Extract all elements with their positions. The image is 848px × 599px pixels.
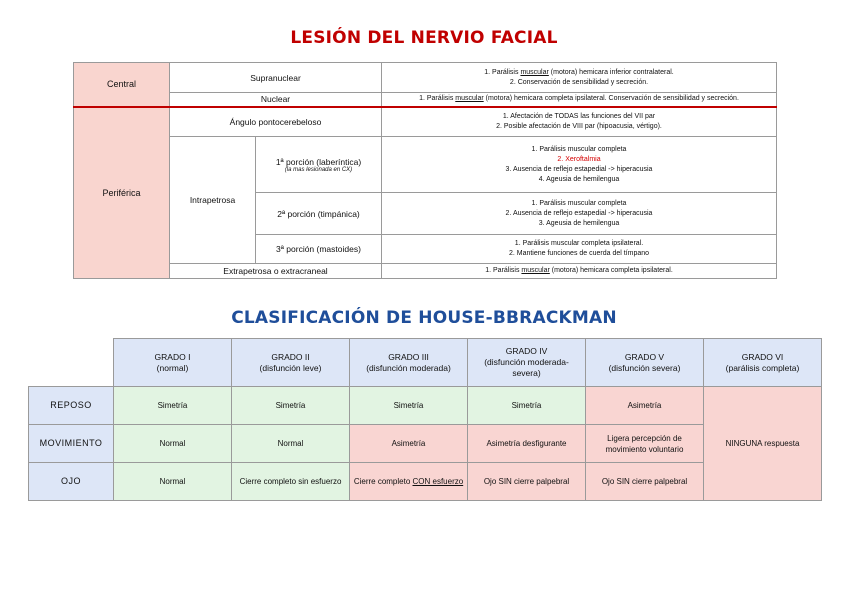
- ojo-grado-4: Ojo SIN cierre palpebral: [468, 463, 586, 501]
- intrapetrosa-cell: Intrapetrosa: [170, 137, 256, 264]
- porcion-1-desc: 1. Parálisis muscular completa 2. Xeroftalmia 3. Ausencia de reflejo estapedial -> hiperacusia 4. Ageusia de hemilengua: [382, 137, 777, 193]
- porcion-2-desc: 1. Parálisis muscular completa 2. Ausencia de reflejo estapedial -> hiperacusia 3. Ageusia de hemilengua: [382, 193, 777, 235]
- title-house-brackmann: CLASIFICACIÓN DE HOUSE-BBRACKMAN: [231, 308, 617, 328]
- porcion-3-desc: 1. Parálisis muscular completa ipsilateral. 2. Mantiene funciones de cuerda del tímpano: [382, 235, 777, 264]
- house-brackmann-table: [28, 338, 822, 501]
- ojo-grado-1: Normal: [114, 463, 232, 501]
- reposo-grado-4: Simetría: [468, 387, 586, 425]
- reposo-grado-1: Simetría: [114, 387, 232, 425]
- reposo-grado-5: Asimetría: [586, 387, 704, 425]
- grado-6-cell: NINGUNA respuesta: [704, 387, 822, 501]
- movimiento-grado-2: Normal: [232, 425, 350, 463]
- porcion-2-cell: 2ª porción (timpánica): [256, 193, 382, 235]
- row-movimiento: MOVIMIENTO: [29, 425, 114, 463]
- header-grado-3: GRADO III (disfunción moderada): [350, 339, 468, 387]
- header-grado-6: GRADO VI (parálisis completa): [704, 339, 822, 387]
- header-grado-5: GRADO V (disfunción severa): [586, 339, 704, 387]
- angulo-desc: 1. Afectación de TODAS las funciones del VII par 2. Posible afectación de VIII par (hipoacusia, vértigo).: [382, 107, 777, 137]
- supranuclear-desc: 1. Parálisis muscular (motora) hemicara inferior contralateral. 2. Conservación de sensibilidad y secreción.: [382, 63, 777, 93]
- movimiento-grado-5: Ligera percepción de movimiento voluntario: [586, 425, 704, 463]
- porcion-1-cell: 1ª porción (laberíntica) (la mas lesionada en CX): [256, 137, 382, 193]
- movimiento-grado-4: Asimetría desfigurante: [468, 425, 586, 463]
- movimiento-grado-1: Normal: [114, 425, 232, 463]
- ojo-grado-3: Cierre completo CON esfuerzo: [350, 463, 468, 501]
- header-grado-2: GRADO II (disfunción leve): [232, 339, 350, 387]
- movimiento-grado-3: Asimetría: [350, 425, 468, 463]
- supranuclear-cell: Supranuclear: [170, 63, 382, 93]
- extrapetrosa-cell: Extrapetrosa o extracraneal: [170, 264, 382, 279]
- corner-cell: [29, 339, 114, 387]
- title-lesion-nervio-facial: LESIÓN DEL NERVIO FACIAL: [290, 28, 558, 48]
- row-reposo: REPOSO: [29, 387, 114, 425]
- porcion-3-cell: 3ª porción (mastoides): [256, 235, 382, 264]
- row-ojo: OJO: [29, 463, 114, 501]
- extrapetrosa-desc: 1. Parálisis muscular (motora) hemicara completa ipsilateral.: [382, 264, 777, 279]
- header-grado-1: GRADO I (normal): [114, 339, 232, 387]
- central-cell: Central: [74, 63, 170, 107]
- nuclear-desc: 1. Parálisis muscular (motora) hemicara completa ipsilateral. Conservación de sensibilidad y secreción.: [382, 93, 777, 107]
- ojo-grado-5: Ojo SIN cierre palpebral: [586, 463, 704, 501]
- angulo-cell: Ángulo pontocerebeloso: [170, 107, 382, 137]
- reposo-grado-2: Simetría: [232, 387, 350, 425]
- facial-nerve-lesion-table: [73, 62, 777, 279]
- reposo-grado-3: Simetría: [350, 387, 468, 425]
- nuclear-cell: Nuclear: [170, 93, 382, 107]
- header-grado-4: GRADO IV (disfunción moderada-severa): [468, 339, 586, 387]
- ojo-grado-2: Cierre completo sin esfuerzo: [232, 463, 350, 501]
- periferica-cell: Periférica: [74, 107, 170, 279]
